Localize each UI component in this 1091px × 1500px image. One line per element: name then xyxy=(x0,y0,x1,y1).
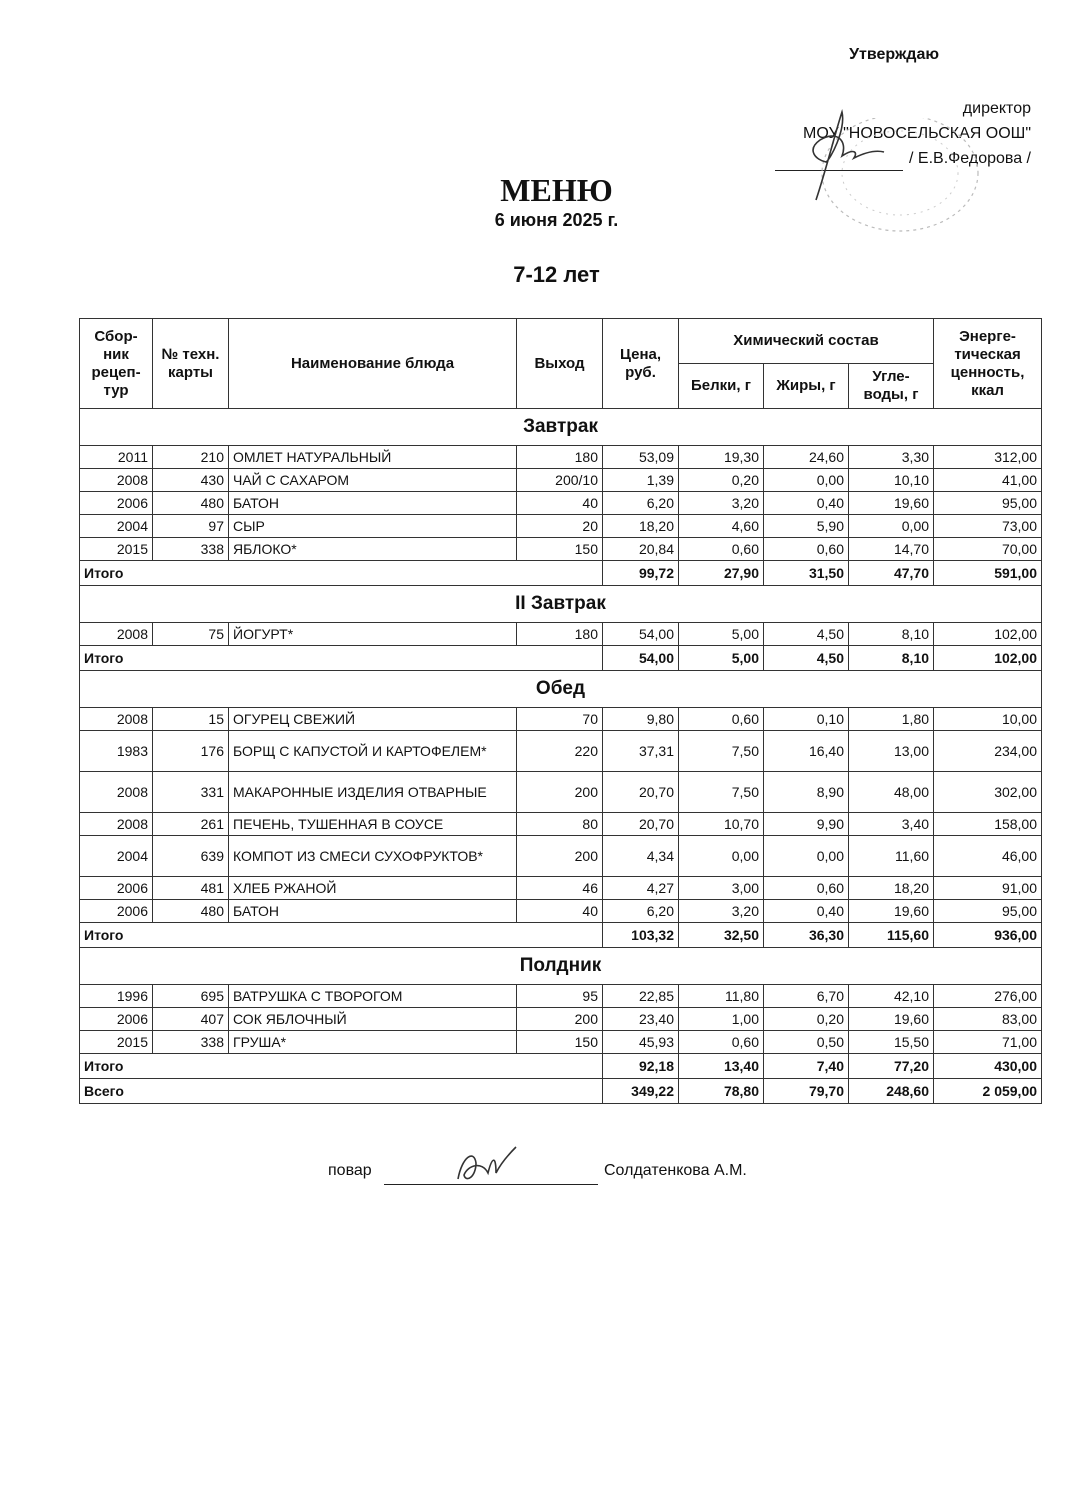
fat-cell: 0,10 xyxy=(764,708,849,731)
menu-table xyxy=(79,318,1042,1104)
output-cell: 220 xyxy=(517,731,603,772)
total-price-cell: 54,00 xyxy=(603,646,679,671)
recipe-collection-cell: 2011 xyxy=(80,446,153,469)
protein-cell: 3,00 xyxy=(679,877,764,900)
carbs-cell: 19,60 xyxy=(849,900,934,923)
recipe-collection-cell: 2006 xyxy=(80,900,153,923)
recipe-collection-cell: 2008 xyxy=(80,708,153,731)
total-energy-cell: 102,00 xyxy=(934,646,1042,671)
output-cell: 200/10 xyxy=(517,469,603,492)
total-label: Итого xyxy=(80,561,603,586)
header-fat: Жиры, г xyxy=(764,364,849,409)
total-row xyxy=(80,646,1042,671)
protein-cell: 11,80 xyxy=(679,985,764,1008)
total-row xyxy=(80,923,1042,948)
dish-name-cell: ЙОГУРТ* xyxy=(229,623,517,646)
dish-name-cell: МАКАРОННЫЕ ИЗДЕЛИЯ ОТВАРНЫЕ xyxy=(229,772,517,813)
tech-card-cell: 176 xyxy=(153,731,229,772)
table-row xyxy=(80,985,1042,1008)
energy-cell: 70,00 xyxy=(934,538,1042,561)
output-cell: 180 xyxy=(517,446,603,469)
cook-name: Солдатенкова А.М. xyxy=(604,1162,747,1179)
table-row xyxy=(80,772,1042,813)
table-row xyxy=(80,708,1042,731)
table-row xyxy=(80,469,1042,492)
fat-cell: 0,60 xyxy=(764,877,849,900)
price-cell: 20,70 xyxy=(603,772,679,813)
price-cell: 22,85 xyxy=(603,985,679,1008)
table-row xyxy=(80,1031,1042,1054)
tech-card-cell: 407 xyxy=(153,1008,229,1031)
total-fat-cell: 31,50 xyxy=(764,561,849,586)
energy-cell: 276,00 xyxy=(934,985,1042,1008)
tech-card-cell: 97 xyxy=(153,515,229,538)
grand-total-label: Всего xyxy=(80,1079,603,1104)
price-cell: 23,40 xyxy=(603,1008,679,1031)
output-cell: 40 xyxy=(517,492,603,515)
tech-card-cell: 639 xyxy=(153,836,229,877)
protein-cell: 7,50 xyxy=(679,772,764,813)
recipe-collection-cell: 2015 xyxy=(80,538,153,561)
carbs-cell: 42,10 xyxy=(849,985,934,1008)
dish-name-cell: ЧАЙ С САХАРОМ xyxy=(229,469,517,492)
price-cell: 45,93 xyxy=(603,1031,679,1054)
dish-name-cell: СОК ЯБЛОЧНЫЙ xyxy=(229,1008,517,1031)
output-cell: 200 xyxy=(517,772,603,813)
approval-school: МОУ "НОВОСЕЛЬСКАЯ ООШ" xyxy=(803,125,1031,142)
carbs-cell: 3,30 xyxy=(849,446,934,469)
carbs-cell: 3,40 xyxy=(849,813,934,836)
grand-total-price-cell: 349,22 xyxy=(603,1079,679,1104)
price-cell: 6,20 xyxy=(603,900,679,923)
tech-card-cell: 331 xyxy=(153,772,229,813)
protein-cell: 1,00 xyxy=(679,1008,764,1031)
carbs-cell: 10,10 xyxy=(849,469,934,492)
recipe-collection-cell: 2008 xyxy=(80,623,153,646)
tech-card-cell: 261 xyxy=(153,813,229,836)
protein-cell: 0,60 xyxy=(679,708,764,731)
approval-position: директор xyxy=(962,100,1031,117)
header-output: Выход xyxy=(517,319,603,409)
recipe-collection-cell: 2006 xyxy=(80,492,153,515)
price-cell: 53,09 xyxy=(603,446,679,469)
table-row xyxy=(80,900,1042,923)
carbs-cell: 8,10 xyxy=(849,623,934,646)
grand-total-fat-cell: 79,70 xyxy=(764,1079,849,1104)
header-dish-name: Наименование блюда xyxy=(229,319,517,409)
recipe-collection-cell: 2004 xyxy=(80,836,153,877)
dish-name-cell: ПЕЧЕНЬ, ТУШЕННАЯ В СОУСЕ xyxy=(229,813,517,836)
total-protein-cell: 5,00 xyxy=(679,646,764,671)
tech-card-cell: 338 xyxy=(153,538,229,561)
price-cell: 18,20 xyxy=(603,515,679,538)
menu-date: 6 июня 2025 г. xyxy=(494,210,619,230)
energy-cell: 95,00 xyxy=(934,900,1042,923)
energy-cell: 73,00 xyxy=(934,515,1042,538)
price-cell: 9,80 xyxy=(603,708,679,731)
section-title: Обед xyxy=(80,671,1042,708)
tech-card-cell: 15 xyxy=(153,708,229,731)
dish-name-cell: ЯБЛОКО* xyxy=(229,538,517,561)
total-price-cell: 92,18 xyxy=(603,1054,679,1079)
energy-cell: 46,00 xyxy=(934,836,1042,877)
output-cell: 180 xyxy=(517,623,603,646)
protein-cell: 0,00 xyxy=(679,836,764,877)
header-chem: Химический состав xyxy=(679,319,934,364)
output-cell: 20 xyxy=(517,515,603,538)
header-tech-card: № техн. карты xyxy=(153,319,229,409)
protein-cell: 3,20 xyxy=(679,900,764,923)
section-title: II Завтрак xyxy=(80,586,1042,623)
carbs-cell: 11,60 xyxy=(849,836,934,877)
output-cell: 80 xyxy=(517,813,603,836)
dish-name-cell: ОМЛЕТ НАТУРАЛЬНЫЙ xyxy=(229,446,517,469)
fat-cell: 4,50 xyxy=(764,623,849,646)
dish-name-cell: СЫР xyxy=(229,515,517,538)
carbs-cell: 14,70 xyxy=(849,538,934,561)
fat-cell: 9,90 xyxy=(764,813,849,836)
dish-name-cell: ГРУША* xyxy=(229,1031,517,1054)
energy-cell: 102,00 xyxy=(934,623,1042,646)
energy-cell: 91,00 xyxy=(934,877,1042,900)
header-price: Цена, руб. xyxy=(603,319,679,409)
output-cell: 150 xyxy=(517,538,603,561)
total-protein-cell: 13,40 xyxy=(679,1054,764,1079)
protein-cell: 3,20 xyxy=(679,492,764,515)
table-row xyxy=(80,538,1042,561)
energy-cell: 41,00 xyxy=(934,469,1042,492)
energy-cell: 71,00 xyxy=(934,1031,1042,1054)
approval-director: / Е.В.Федорова / xyxy=(909,150,1031,167)
energy-cell: 302,00 xyxy=(934,772,1042,813)
grand-total-protein-cell: 78,80 xyxy=(679,1079,764,1104)
protein-cell: 4,60 xyxy=(679,515,764,538)
energy-cell: 312,00 xyxy=(934,446,1042,469)
tech-card-cell: 480 xyxy=(153,900,229,923)
recipe-collection-cell: 2008 xyxy=(80,813,153,836)
total-label: Итого xyxy=(80,1054,603,1079)
fat-cell: 8,90 xyxy=(764,772,849,813)
recipe-collection-cell: 2015 xyxy=(80,1031,153,1054)
recipe-collection-cell: 2004 xyxy=(80,515,153,538)
output-cell: 40 xyxy=(517,900,603,923)
total-energy-cell: 936,00 xyxy=(934,923,1042,948)
section-title: Полдник xyxy=(80,948,1042,985)
carbs-cell: 19,60 xyxy=(849,492,934,515)
price-cell: 20,84 xyxy=(603,538,679,561)
energy-cell: 10,00 xyxy=(934,708,1042,731)
total-fat-cell: 36,30 xyxy=(764,923,849,948)
total-carbs-cell: 115,60 xyxy=(849,923,934,948)
carbs-cell: 1,80 xyxy=(849,708,934,731)
fat-cell: 0,60 xyxy=(764,538,849,561)
price-cell: 4,34 xyxy=(603,836,679,877)
carbs-cell: 18,20 xyxy=(849,877,934,900)
recipe-collection-cell: 1983 xyxy=(80,731,153,772)
fat-cell: 0,40 xyxy=(764,900,849,923)
price-cell: 1,39 xyxy=(603,469,679,492)
table-row xyxy=(80,623,1042,646)
output-cell: 70 xyxy=(517,708,603,731)
total-carbs-cell: 77,20 xyxy=(849,1054,934,1079)
energy-cell: 158,00 xyxy=(934,813,1042,836)
energy-cell: 95,00 xyxy=(934,492,1042,515)
header-protein: Белки, г xyxy=(679,364,764,409)
dish-name-cell: ВАТРУШКА С ТВОРОГОМ xyxy=(229,985,517,1008)
carbs-cell: 0,00 xyxy=(849,515,934,538)
output-cell: 200 xyxy=(517,1008,603,1031)
protein-cell: 10,70 xyxy=(679,813,764,836)
tech-card-cell: 430 xyxy=(153,469,229,492)
table-row xyxy=(80,877,1042,900)
price-cell: 54,00 xyxy=(603,623,679,646)
total-fat-cell: 4,50 xyxy=(764,646,849,671)
table-row xyxy=(80,515,1042,538)
total-row xyxy=(80,561,1042,586)
total-label: Итого xyxy=(80,646,603,671)
energy-cell: 83,00 xyxy=(934,1008,1042,1031)
tech-card-cell: 210 xyxy=(153,446,229,469)
protein-cell: 0,60 xyxy=(679,538,764,561)
dish-name-cell: БАТОН xyxy=(229,492,517,515)
cook-role: повар xyxy=(328,1162,372,1179)
section-row xyxy=(80,671,1042,708)
output-cell: 46 xyxy=(517,877,603,900)
total-price-cell: 99,72 xyxy=(603,561,679,586)
age-group: 7-12 лет xyxy=(513,262,600,287)
total-protein-cell: 32,50 xyxy=(679,923,764,948)
fat-cell: 0,20 xyxy=(764,1008,849,1031)
menu-title: МЕНЮ xyxy=(500,172,613,208)
table-row xyxy=(80,731,1042,772)
protein-cell: 19,30 xyxy=(679,446,764,469)
header-carbs: Угле-воды, г xyxy=(849,364,934,409)
total-fat-cell: 7,40 xyxy=(764,1054,849,1079)
section-row xyxy=(80,409,1042,446)
fat-cell: 0,00 xyxy=(764,836,849,877)
price-cell: 20,70 xyxy=(603,813,679,836)
dish-name-cell: БАТОН xyxy=(229,900,517,923)
table-row xyxy=(80,813,1042,836)
fat-cell: 0,50 xyxy=(764,1031,849,1054)
tech-card-cell: 695 xyxy=(153,985,229,1008)
recipe-collection-cell: 2008 xyxy=(80,469,153,492)
fat-cell: 6,70 xyxy=(764,985,849,1008)
dish-name-cell: КОМПОТ ИЗ СМЕСИ СУХОФРУКТОВ* xyxy=(229,836,517,877)
total-price-cell: 103,32 xyxy=(603,923,679,948)
fat-cell: 5,90 xyxy=(764,515,849,538)
table-row xyxy=(80,836,1042,877)
section-row xyxy=(80,948,1042,985)
total-row xyxy=(80,1054,1042,1079)
protein-cell: 0,20 xyxy=(679,469,764,492)
fat-cell: 0,00 xyxy=(764,469,849,492)
carbs-cell: 13,00 xyxy=(849,731,934,772)
recipe-collection-cell: 2006 xyxy=(80,877,153,900)
header-energy: Энерге-тическая ценность, ккал xyxy=(934,319,1042,409)
dish-name-cell: ОГУРЕЦ СВЕЖИЙ xyxy=(229,708,517,731)
price-cell: 37,31 xyxy=(603,731,679,772)
total-label: Итого xyxy=(80,923,603,948)
tech-card-cell: 75 xyxy=(153,623,229,646)
carbs-cell: 48,00 xyxy=(849,772,934,813)
approval-title: Утверждаю xyxy=(849,46,939,63)
total-energy-cell: 430,00 xyxy=(934,1054,1042,1079)
recipe-collection-cell: 2008 xyxy=(80,772,153,813)
fat-cell: 24,60 xyxy=(764,446,849,469)
output-cell: 200 xyxy=(517,836,603,877)
output-cell: 150 xyxy=(517,1031,603,1054)
recipe-collection-cell: 1996 xyxy=(80,985,153,1008)
table-row xyxy=(80,492,1042,515)
section-row xyxy=(80,586,1042,623)
section-title: Завтрак xyxy=(80,409,1042,446)
carbs-cell: 19,60 xyxy=(849,1008,934,1031)
recipe-collection-cell: 2006 xyxy=(80,1008,153,1031)
protein-cell: 7,50 xyxy=(679,731,764,772)
tech-card-cell: 481 xyxy=(153,877,229,900)
grand-total-row xyxy=(80,1079,1042,1104)
energy-cell: 234,00 xyxy=(934,731,1042,772)
fat-cell: 16,40 xyxy=(764,731,849,772)
price-cell: 4,27 xyxy=(603,877,679,900)
grand-total-energy-cell: 2 059,00 xyxy=(934,1079,1042,1104)
fat-cell: 0,40 xyxy=(764,492,849,515)
output-cell: 95 xyxy=(517,985,603,1008)
tech-card-cell: 480 xyxy=(153,492,229,515)
total-protein-cell: 27,90 xyxy=(679,561,764,586)
cook-signature-icon xyxy=(452,1143,542,1188)
price-cell: 6,20 xyxy=(603,492,679,515)
protein-cell: 0,60 xyxy=(679,1031,764,1054)
total-energy-cell: 591,00 xyxy=(934,561,1042,586)
total-carbs-cell: 47,70 xyxy=(849,561,934,586)
carbs-cell: 15,50 xyxy=(849,1031,934,1054)
grand-total-carbs-cell: 248,60 xyxy=(849,1079,934,1104)
table-row xyxy=(80,1008,1042,1031)
menu-body xyxy=(80,409,1042,1104)
tech-card-cell: 338 xyxy=(153,1031,229,1054)
protein-cell: 5,00 xyxy=(679,623,764,646)
dish-name-cell: ХЛЕБ РЖАНОЙ xyxy=(229,877,517,900)
table-row xyxy=(80,446,1042,469)
total-carbs-cell: 8,10 xyxy=(849,646,934,671)
dish-name-cell: БОРЩ С КАПУСТОЙ И КАРТОФЕЛЕМ* xyxy=(229,731,517,772)
header-recipe-collection: Сбор-ник рецеп-тур xyxy=(80,319,153,409)
